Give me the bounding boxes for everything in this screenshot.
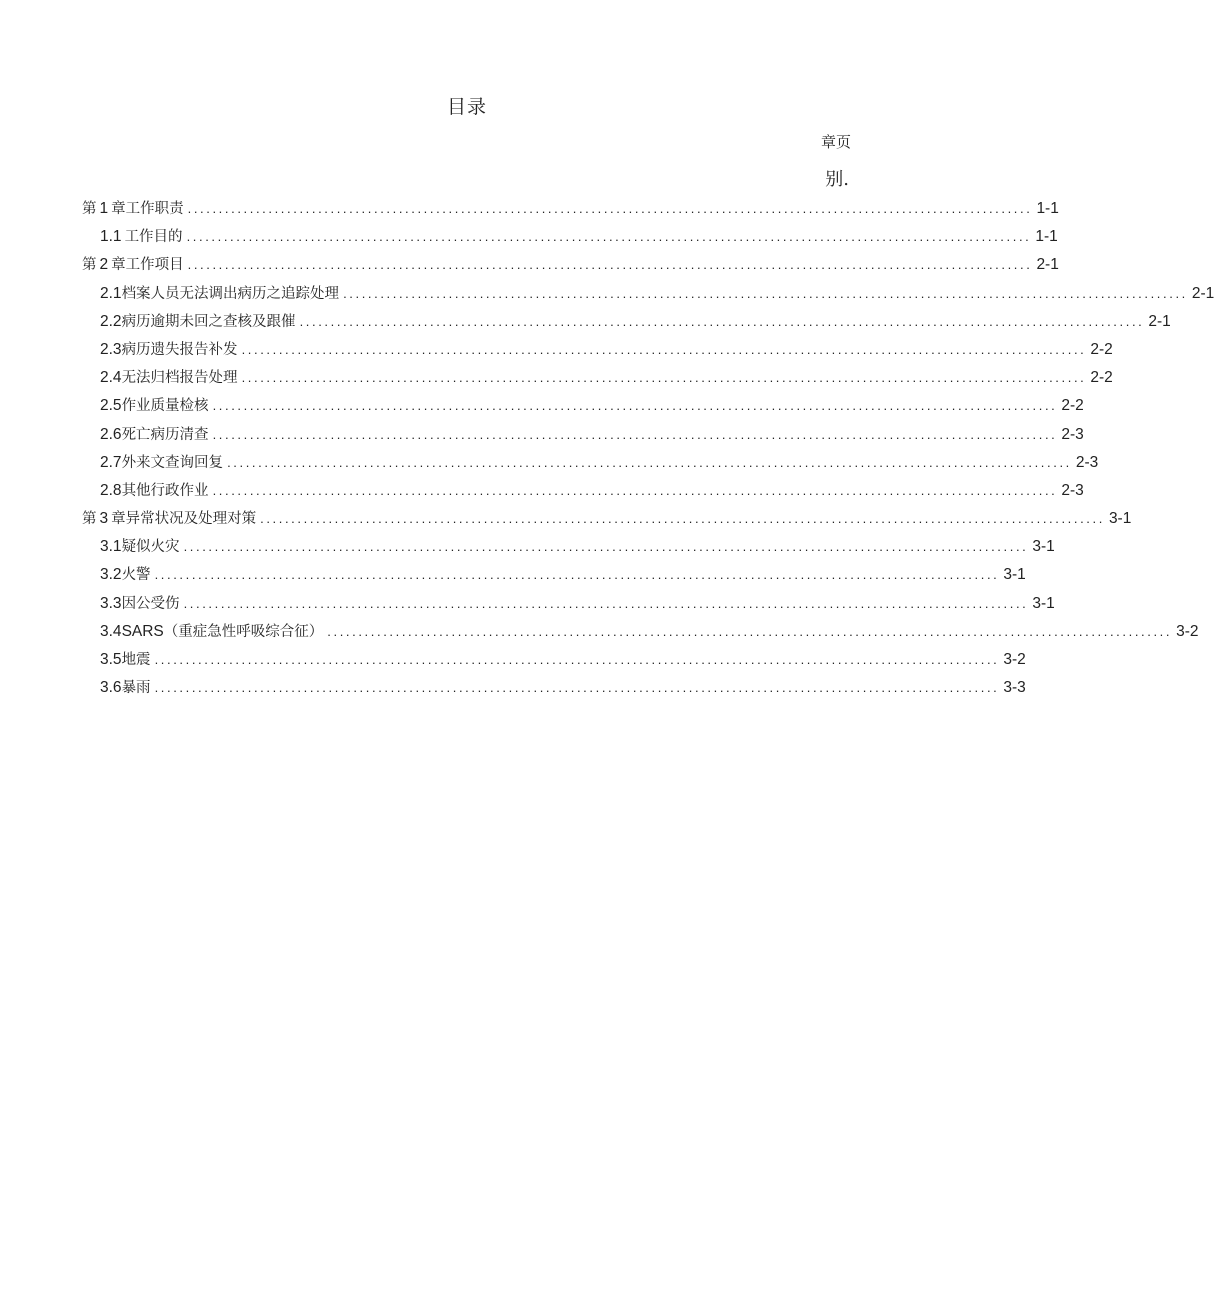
toc-entry-chapter-3[interactable] — [82, 505, 1132, 533]
toc-entry-2-1[interactable] — [82, 280, 1214, 308]
dot-leader: ........................................................................................................................................ — [299, 313, 1145, 329]
toc-title: 目录 — [446, 96, 487, 118]
section-number: 2.6 — [100, 425, 122, 443]
dot-leader: ........................................................................................................................................ — [183, 595, 1029, 611]
section-label: 作业质量检核 — [121, 398, 209, 415]
toc-entry-3-3[interactable] — [82, 590, 1055, 618]
section-number: 2.5 — [100, 397, 122, 415]
page-number: 3-3 — [1003, 679, 1026, 697]
table-of-contents — [82, 195, 1214, 702]
dot-leader: ........................................................................................................................................ — [186, 229, 1032, 245]
section-label: （重症急性呼吸综合征） — [163, 623, 324, 640]
chapter-number: 3 — [99, 510, 109, 528]
chapter-label: 章工作职责 — [111, 201, 184, 217]
section-label: 病历逾期未回之查核及跟催 — [121, 313, 296, 330]
section-number: 3.5 — [100, 651, 122, 668]
section-number: 2.8 — [100, 481, 122, 499]
toc-entry-2-8[interactable] — [82, 477, 1084, 505]
page-number: 2-3 — [1061, 425, 1084, 443]
page-number: 2-2 — [1090, 340, 1113, 358]
toc-entry-3-2[interactable] — [82, 561, 1026, 589]
toc-entry-2-6[interactable] — [82, 421, 1084, 449]
toc-entry-chapter-1[interactable] — [82, 195, 1059, 223]
column-header-chapter-page: 章页 — [820, 133, 851, 151]
chapter-number: 2 — [99, 256, 109, 274]
chapter-number: 1 — [99, 200, 109, 217]
section-label: 其他行政作业 — [121, 482, 209, 499]
page-number: 2-1 — [1191, 284, 1214, 302]
section-label-acronym: SARS — [121, 622, 164, 640]
page-number: 1-1 — [1035, 228, 1058, 246]
section-label: 地震 — [121, 652, 151, 668]
dot-leader: ........................................................................................................................................ — [260, 511, 1105, 527]
section-label: 外来文查询回复 — [121, 454, 224, 471]
dot-leader: ........................................................................................................................................ — [212, 398, 1058, 414]
section-number: 2.2 — [100, 312, 122, 330]
page-number: 2-3 — [1075, 453, 1099, 471]
dot-leader: ........................................................................................................................................ — [187, 201, 1033, 216]
toc-entry-chapter-2[interactable] — [82, 251, 1059, 279]
dot-leader: ........................................................................................................................................ — [241, 370, 1087, 386]
section-label: 病历遗失报告补发 — [121, 341, 238, 358]
section-number: 3.1 — [100, 538, 122, 556]
section-number: 2.3 — [100, 340, 122, 358]
dot-leader: ........................................................................................................................................ — [212, 482, 1058, 498]
toc-entry-2-3[interactable] — [82, 336, 1113, 364]
section-number: 3.4 — [100, 622, 122, 640]
dot-leader: ........................................................................................................................................ — [183, 539, 1029, 555]
toc-entry-2-4[interactable] — [82, 364, 1113, 392]
section-label: 因公受伤 — [121, 595, 180, 612]
page-number: 3-1 — [1032, 594, 1055, 612]
toc-entry-1-1[interactable] — [82, 223, 1058, 251]
page-number: 1-1 — [1036, 200, 1059, 217]
page-number: 2-2 — [1061, 397, 1084, 415]
dot-leader: ........................................................................................................................................ — [241, 341, 1087, 357]
section-label: 工作目的 — [124, 229, 183, 246]
section-number: 2.7 — [100, 453, 122, 471]
section-number: 3.2 — [100, 566, 122, 584]
dot-leader: ........................................................................................................................................ — [154, 680, 1000, 696]
page-number: 3-1 — [1032, 538, 1055, 556]
page-number: 3-2 — [1003, 651, 1026, 668]
toc-entry-2-5[interactable] — [82, 392, 1084, 420]
chapter-prefix: 第 — [82, 511, 97, 528]
toc-entry-3-1[interactable] — [82, 533, 1055, 561]
toc-entry-3-6[interactable] — [82, 674, 1026, 702]
chapter-label: 章工作项目 — [111, 257, 184, 274]
section-number: 2.1 — [100, 284, 122, 302]
column-header-section: 别. — [825, 169, 849, 190]
section-label: 火警 — [121, 567, 151, 584]
section-label: 疑似火灾 — [121, 539, 180, 556]
dot-leader: ........................................................................................................................................ — [327, 623, 1173, 639]
page-number: 3-1 — [1003, 566, 1026, 584]
page-number: 2-1 — [1148, 312, 1171, 330]
page-number: 3-2 — [1176, 622, 1199, 640]
chapter-prefix: 第 — [82, 201, 97, 217]
dot-leader: ........................................................................................................................................ — [154, 567, 1000, 583]
toc-entry-2-2[interactable] — [82, 308, 1171, 336]
page-number: 2-3 — [1061, 481, 1084, 499]
toc-entry-3-4[interactable] — [82, 618, 1199, 646]
toc-entry-2-7[interactable] — [82, 449, 1099, 477]
chapter-label: 章异常状况及处理对策 — [111, 511, 257, 528]
dot-leader: ........................................................................................................................................ — [154, 652, 1000, 667]
section-number: 3.3 — [100, 594, 122, 612]
section-number: 3.6 — [100, 679, 122, 697]
section-label: 暴雨 — [121, 680, 151, 697]
page-number: 3-1 — [1108, 510, 1132, 528]
toc-entry-3-5[interactable] — [82, 646, 1026, 674]
dot-leader: ........................................................................................................................................ — [343, 285, 1188, 301]
section-label: 死亡病历清查 — [121, 426, 209, 443]
section-label: 档案人员无法调出病历之追踪处理 — [121, 285, 340, 302]
dot-leader: ........................................................................................................................................ — [227, 454, 1072, 470]
section-label: 无法归档报告处理 — [121, 370, 238, 387]
chapter-prefix: 第 — [82, 257, 97, 274]
dot-leader: ........................................................................................................................................ — [212, 426, 1058, 442]
page-number: 2-1 — [1036, 256, 1059, 274]
dot-leader: ........................................................................................................................................ — [187, 257, 1033, 273]
page-number: 2-2 — [1090, 369, 1113, 387]
section-number: 1.1 — [100, 228, 122, 246]
section-number: 2.4 — [100, 369, 122, 387]
